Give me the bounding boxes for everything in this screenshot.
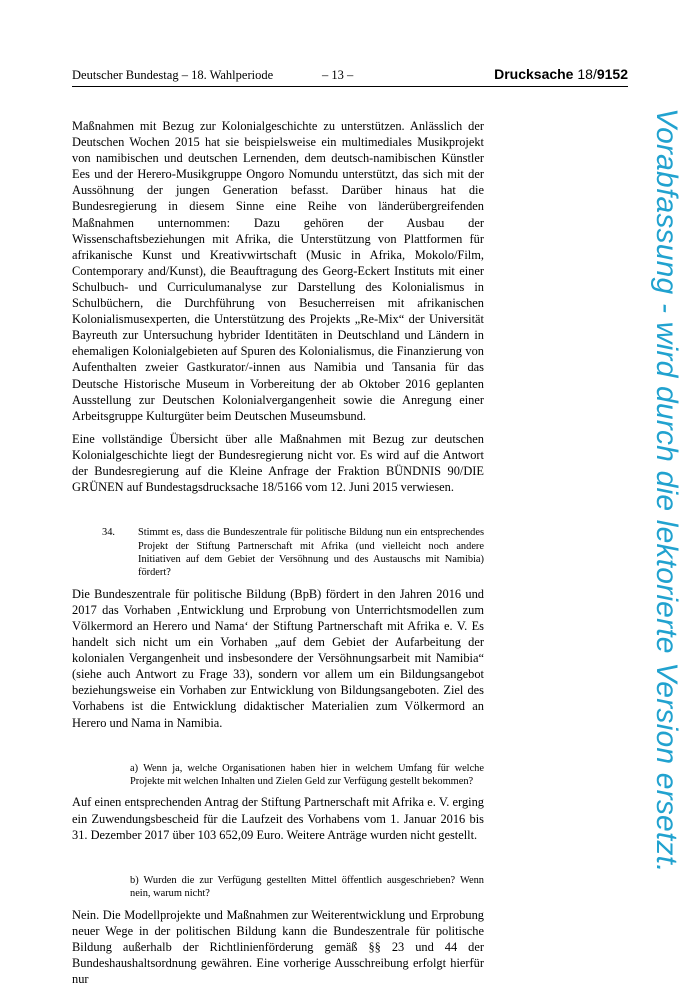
- spacer: [72, 850, 484, 874]
- draft-watermark: [643, 108, 683, 908]
- paragraph: Eine vollständige Übersicht über alle Maßnahmen mit Bezug zur deutschen Kolonialgeschichte liegt der Bundesregierung nicht vor. Es wird auf die Antwort der Bundesregierung auf die Kleine Anfrage der Fraktion BÜNDNIS 90/DIE GRÜNEN auf Bundestagsdrucksache 18/5166 vom 12. Juni 2015 verwiesen.: [72, 431, 484, 495]
- question-34: [72, 526, 484, 580]
- spacer: [72, 738, 484, 762]
- header-rule: [72, 86, 628, 87]
- subquestion-b: b) Wurden die zur Verfügung gestellten Mittel öffentlich ausgeschrieben? Wenn nein, warum nicht?: [130, 874, 484, 900]
- doc-label: Drucksache: [494, 66, 574, 82]
- doc-number-bold: 9152: [596, 66, 628, 82]
- question-text: Stimmt es, dass die Bundeszentrale für politische Bildung nun ein entsprechendes Projekt der Stiftung Partnerschaft mit Afrika (und vielleicht noch andere Initiativen auf dem Gebiet der Versöhnung und des Austauschs mit Namibia) fördert?: [138, 527, 484, 579]
- watermark-text: Vorabfassung - wird durch die lektorierte Version ersetzt.: [650, 108, 683, 873]
- paragraph: Maßnahmen mit Bezug zur Kolonialgeschichte zu unterstützen. Anlässlich der Deutschen Wochen 2015 hat sie beispielsweise ein multimediales Musikprojekt von namibischen und deutschen Lernenden, dem deutsch-namibischen Künstler Ees und der Herero-Musikgruppe Ongoro Nomundu unterstützt, das sich mit der Aussöhnung der jungen Generation befasst. Darüber hinaus hat die Bundesregierung in diesem Sinne eine Reihe von länderübergreifenden Maßnahmen unternommen: Dazu gehören der Ausbau der Wissenschaftsbeziehungen mit Afrika, die Unterstützung von Plattformen für afrikanische Kunst und Kreativwirtschaft (Music in Afrika, Mokolo/Film, Contemporary and/Kunst), die Beauftragung des Georg-Eckert Instituts mit einer Schulbuch- und Curriculumanalyse zur Darstellung des Kolonialismus in Schulbüchern, die Durchführung von Besucherreisen mit afrikanischen Kolonialismusexperten, die Unterstützung des Projekts „Re-Mix“ der Universität Bayreuth zur Untersuchung hybrider Identitäten in Deutschland und Ländern in ehemaligen Kolonialgebieten auf Spuren des Kolonialismus, die Finanzierung von Aufenthalten zweier Gastkurator/-innen aus Namibia und Tansania für das Deutsche Historische Museum in Vorbereitung der ab Oktober 2016 geplanten Ausstellung zur Deutschen Kolonialvergangenheit sowie die Anregung einer Arbeitsgruppe Kulturgüter beim Deutschen Museumsbund.: [72, 119, 484, 423]
- doc-number-prefix: 18/: [577, 66, 597, 82]
- document-number: [494, 66, 628, 82]
- document-body: [72, 118, 484, 994]
- answer-paragraph: Die Bundeszentrale für politische Bildung (BpB) fördert in den Jahren 2016 und 2017 das Vorhaben ‚Entwicklung und Erprobung von Unterrichtsmodellen zum Völkermord an Herero und Nama‘ der Stiftung Partnerschaft mit Afrika e. V. Es handelt sich nicht um ein Vorhaben „auf dem Gebiet der Aufarbeitung der kolonialen Vergangenheit und insbesondere der Versöhnungsarbeit mit Namibia“ (siehe auch Antwort zu Frage 33), sondern vor allem um ein Bildungsangebot beziehungsweise ein Vorhaben zur Entwicklung von Bildungsangeboten. Ziel des Vorhabens ist die Entwicklung didaktischer Materialien zum Völkermord an Herero und Nama in Namibia.: [72, 586, 484, 730]
- page-number: – 13 –: [322, 68, 354, 82]
- header-parliament: Deutscher Bundestag – 18. Wahlperiode: [72, 68, 274, 82]
- spacer: [72, 502, 484, 526]
- page-header: [72, 68, 628, 86]
- question-number: 34.: [102, 527, 115, 539]
- answer-paragraph: Auf einen entsprechenden Antrag der Stiftung Partnerschaft mit Afrika e. V. erging ein Zuwendungsbescheid für die Laufzeit des Vorhabens vom 1. Januar 2016 bis 31. Dezember 2017 über 103 652,09 Euro. Weitere Anträge wurden nicht gestellt.: [72, 795, 484, 842]
- answer-paragraph: Nein. Die Modellprojekte und Maßnahmen zur Weiterentwicklung und Erprobung neuer Wege in der politischen Bildung kann die Bundeszentrale für politische Bildung außerhalb der Richtlinienförderung gemäß §§ 23 und 44 der Bundeshaushaltsordnung gewähren. Eine vorherige Ausschreibung erfolgt hierfür nur: [72, 907, 484, 986]
- subquestion-a: a) Wenn ja, welche Organisationen haben hier in welchem Umfang für welche Projekte mit welchen Inhalten und Zielen Geld zur Verfügung gestellt bekommen?: [130, 762, 484, 788]
